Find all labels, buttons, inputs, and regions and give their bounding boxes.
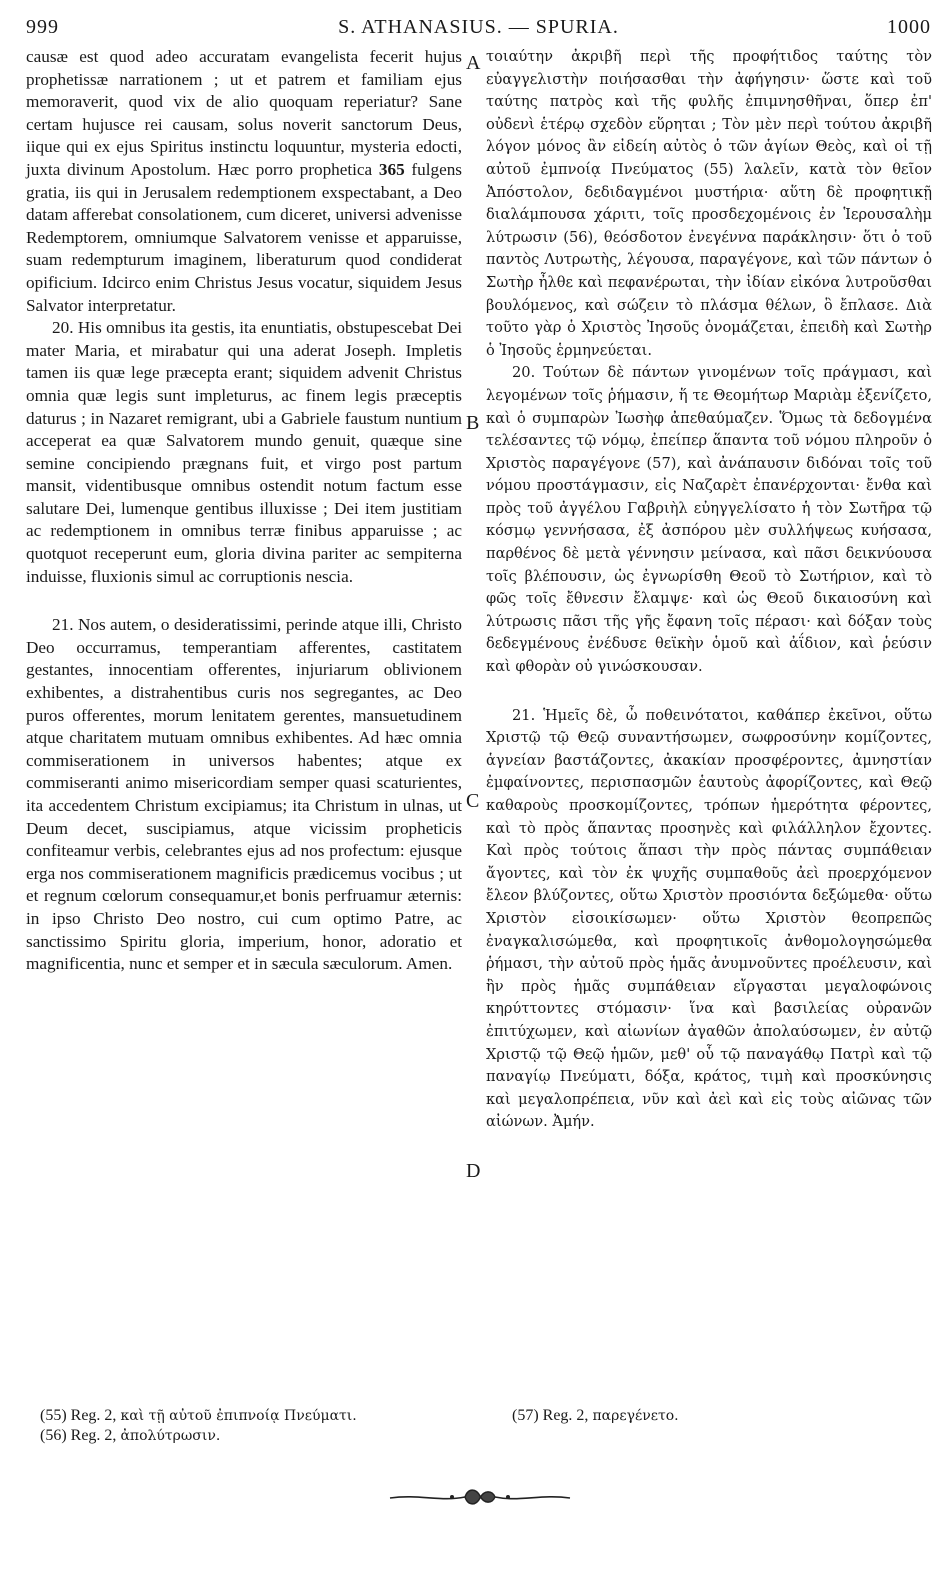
margin-mark-a: A: [466, 52, 481, 74]
greek-paragraph-20: 20. Τούτων δὲ πάντων γινομένων τοῖς πράγμασι, καὶ λεγομένων τοῖς ῥήμασιν, ἥ τε Θεομήτωρ Μαριὰμ ἐξενίζετο, καὶ ὁ συμπαρὼν Ἰωσὴφ ἀπεθαύμαζεν. Ὅμως τὰ δεδογμένα τελέσαντες τῷ νόμῳ, ἐπείπερ ἅπαντα τοῦ νόμου πληροῦν ὁ Χριστὸς παραγέγονε (57), καὶ ἀνάπαυσιν διδόναι τοῖς τοῦ νόμου προστάγμασιν, εἰς Ναζαρὲτ ἐπανέρχονται· ἔνθα καὶ πρὸς τοῦ ἀγγέλου Γαβριὴλ εὐηγγελίσατο ἡ τὸν Σωτῆρα τῷ κόσμῳ γεννήσασα, ἐξ ἀσπόρου μὲν συλλήψεως κυήσασα, παρθένος δὲ μετὰ γέννησιν μείνασα, καὶ πᾶσι δεικνύουσα τοῖς βλέπουσιν, ὡς ἐγνωρίσθη Θεοῦ τὸ Σωτήριον, καὶ τὸ φῶς τοῖς ἔθνεσιν ἔλαμψε· καὶ ὡς Θεοῦ δικαιοσύνη καὶ λύτρωσις πᾶσι τῆς γῆς ἔφανη τοῖς πέρασι· καὶ δόξαν τοὺς δεδεγμένους ἐνέδυσε θεϊκὴν ὁμοῦ καὶ ἀΐδιον, καὶ ῥεύσιν καὶ φθορὰν οὐ γινώσκουσαν.: [486, 364, 932, 676]
latin-paragraph-20: 20. His omnibus ita gestis, ita enuntiatis, obstupescebat Dei mater Maria, et mirabatur qui una aderat Joseph. Impletis tamen iis quæ lege præcepta erant; siquidem advenit Christus omnia quæ legis sunt impleturus, ac finem legis præceptis daturus ; in Nazaret remigrant, ubi a Gabriele faustum nuntium acceperat ea quæ Salvatorem mundo genuit, quæque sine semine concipiendo prægnans fuit, et virgo post partum mansit, videntibusque omnibus ostendit notum factum esse salutare Dei, lumenque gentibus illuxisse ; Dei item justitiam ac redemptionem in omnibus terræ finibus apparuisse ; ac quotquot receperunt eum, gloria divina pariter ac sempiterna induisse, fluxionis simul ac corruptionis nescia.: [26, 318, 462, 586]
footnote-55-label: (55) Reg. 2,: [40, 1407, 117, 1424]
page-number-right: 1000: [887, 16, 931, 38]
footnote-55: [40, 1406, 357, 1426]
footnote-57-label: (57) Reg. 2,: [512, 1407, 589, 1424]
column-number: 365: [378, 159, 405, 179]
footnotes-right: [512, 1406, 679, 1426]
footnotes-left: [40, 1406, 357, 1446]
latin-paragraph-19-part1: causæ est quod adeo accuratam evangelista fecerit hujus prophetissæ narrationem ; ut et patrem et familiam ejus memoraverit, quod vix de alio quoquam reperiatur? Sane certam hujusce rei causam, solus noverit sanctorum Deus, iique qui ex ejus Spiritus instinctu loquuntur, mysteria edocti, juxta divinum Apostolum. Hæc porro prophetica: [26, 47, 462, 179]
latin-paragraph-19: [26, 46, 462, 317]
page-title: S. ATHANASIUS. — SPURIA.: [338, 16, 619, 38]
greek-paragraph-19: τοιαύτην ἀκριβῆ περὶ τῆς προφήτιδος ταύτης τὸν εὐαγγελιστὴν ποιήσασθαι τὴν ἀφήγησιν· ὥστε καὶ τοῦ ταύτης πατρὸς καὶ τῆς φυλῆς ἐπιμνησθῆναι, ὅπερ ἐπ' οὐδενὶ ἑτέρῳ σχεδὸν εὕρηται ; Τὸν μὲν περὶ τούτου ἀκριβῆ λόγον μόνος ἂν εἰδείη αὐτὸς ὁ τῶν ἁγίων Θεὸς, καὶ οἱ τῇ αὐτοῦ ἐμπνοίᾳ Πνεύματος (55) λαλεῖν, κατὰ τὸν θεῖον Ἀπόστολον, δεδιδαγμένοι μυστήρια· αὕτη δὲ προφητικῇ διαλάμπουσα χάριτι, τοῖς προσδεχομένοις ἐν Ἱερουσαλὴμ λύτρωσιν (56), θεόσδοτον ἐνεγέννα παράκλησιν· ὅτι ὁ τοῦ παντὸς Λυτρωτὴς, λέγουσα, παραγέγονε, καὶ τῶν πάντων ὁ Σωτὴρ ἦλθε καὶ πεφανέρωται, τὴν ἰδίαν εἰκόνα λυτροῦσθαι βουλόμενος, καὶ σώζειν τὸ πλάσμα θέλων, ὃ ἔπλασε. Διὰ τοῦτο γὰρ ὁ Χριστὸς Ἰησοῦς ὀνομάζεται, ἐπειδὴ καὶ Σωτὴρ ὁ Ἰησοῦς ἑρμηνεύεται.: [486, 48, 932, 359]
running-header: [26, 12, 931, 42]
latin-column: [26, 46, 462, 976]
footnote-56-label: (56) Reg. 2,: [40, 1427, 117, 1444]
page-number-left: 999: [26, 16, 59, 38]
margin-mark-c: C: [466, 790, 480, 812]
footnote-56: [40, 1426, 357, 1446]
footnote-57-text: παρεγένετο.: [592, 1408, 679, 1424]
latin-paragraph-21: 21. Nos autem, o desideratissimi, perinde atque illi, Christo Deo occurramus, temperantiam afferentes, castitatem gestantes, innocentiam offerentes, injuriarum oblivionem exhibentes, a distrahentibus curis nos segregantes, ac Deo puros offerentes, morum lenitatem gerentes, mansuetudinem atque charitatem mutuam omnibus exhibentes. Ad hæc omnia commiserationem in universos habentes; atque ex commiseranti animo misericordiam semper quasi scaturientes, ita accedentem Christum excipiamus; ita Christum in ulnas, ut Deum decet, suscipiamus, atque vicissim propheticis confiteamur verbis, celebrantes ejus ad nos profectum: ejusque erga nos commiserationem magnificis prædicemus vocibus ; ut et regnum cœlorum consequamur,et bonis perfruamur æternis: in ipso Christo Deo nostro, cui cum optimo Patre, ac sanctissimo Spiritu gloria, imperium, honor, adoratio et magnificentia, nunc et semper et in sæcula sæculorum. Amen.: [26, 615, 462, 974]
footnote-57: [512, 1406, 679, 1426]
latin-paragraph-19-part2: fulgens gratia, iis qui in Jerusalem redemptionem exspectabant, a Deo datam afferebat consolationem, cum diceret, universi advenisse Redemptorem, omniumque Salvatorem venisse et apparuisse, suam redempturum imaginem, liberaturum quod condiderat opificium. Idcirco enim Christus Jesus vocatur, siquidem Jesus Salvator interpretatur.: [26, 159, 462, 315]
margin-mark-d: D: [466, 1160, 481, 1182]
footnote-55-text: καὶ τῇ αὐτοῦ ἐπιπνοίᾳ Πνεύματι.: [120, 1408, 357, 1424]
end-ornament-icon: [380, 1484, 580, 1510]
greek-paragraph-21: 21. Ἡμεῖς δὲ, ὦ ποθεινότατοι, καθάπερ ἐκεῖνοι, οὕτω Χριστῷ τῷ Θεῷ συναντήσωμεν, σωφροσύνην κομίζοντες, ἁγνείαν βαστάζοντες, ἀκακίαν προσφέροντες, ἀμνηστίαν ἐμφαίνοντες, περισπασμῶν ἑαυτοὺς ἀφορίζοντες, καὶ Θεῷ καθαροὺς προσκομίζοντες, τρόπων ἡμερότητα φέροντες, καὶ τὸ πρὸς ἅπαντας προσηνὲς καὶ φιλάλληλον ἔχοντες. Καὶ πρὸς τούτοις ἅπασι τὴν πρὸς πάντας συμπάθειαν ἄγοντες, καὶ τὸν ἐκ ψυχῆς συμπαθοῦς ἀεὶ προερχόμενον ἔλεον βλύζοντες, οὕτω Χριστὸν προσιόντα δεξώμεθα· οὕτω Χριστὸν εἰσοικίσωμεν· οὕτω Χριστὸν θεοπρεπῶς ἐναγκαλισώμεθα, καὶ προφητικοῖς ἀνθομολογησώμεθα ῥήμασι, τὴν αὐτοῦ πρὸς ἡμᾶς ἀνυμνοῦντες προέλευσιν, καὶ ἣν πρὸς ἡμᾶς συμπάθειαν εἴργασται μεγαλοφώνοις κηρύττοντες στόμασιν· ἵνα καὶ βασιλείας οὐρανῶν ἐπιτύχωμεν, καὶ αἰωνίων ἀγαθῶν ἀπολαύσωμεν, ἐν αὐτῷ Χριστῷ τῷ Θεῷ ἡμῶν, μεθ' οὗ τῷ παναγάθῳ Πατρὶ καὶ τῷ παναγίῳ Πνεύματι, δόξα, κράτος, τιμὴ καὶ προσκύνησις καὶ μεγαλοπρέπεια, νῦν καὶ ἀεὶ καὶ εἰς τοὺς αἰῶνας τῶν αἰώνων. Ἀμήν.: [486, 706, 932, 1131]
greek-column: [486, 46, 932, 1134]
footnote-56-text: ἀπολύτρωσιν.: [120, 1428, 221, 1444]
margin-mark-b: B: [466, 412, 480, 434]
